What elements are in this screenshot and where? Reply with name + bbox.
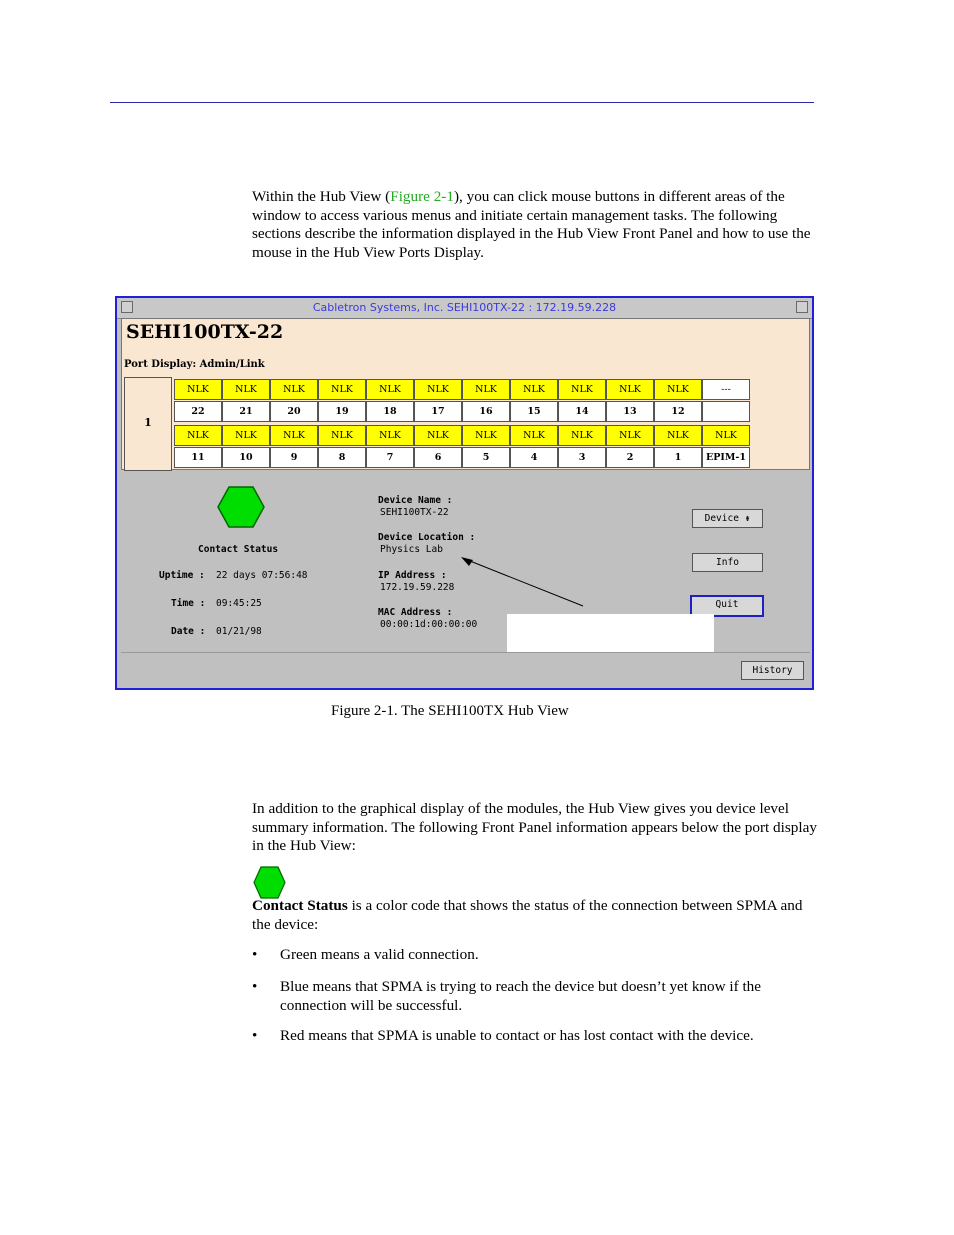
port-status[interactable]: NLK	[654, 379, 702, 400]
front-panel-paragraph: In addition to the graphical display of the modules, the Hub View gives you device level summary information. The following Front Panel information appears below the port display in the Hub View:	[252, 800, 817, 855]
port-status[interactable]: NLK	[606, 425, 654, 446]
port-number[interactable]: 3	[558, 447, 606, 468]
port-number[interactable]: 21	[222, 401, 270, 422]
port-number[interactable]: 15	[510, 401, 558, 422]
port-number[interactable]: 10	[222, 447, 270, 468]
port-status-row-1	[174, 379, 750, 400]
bullet-mark: •	[252, 978, 258, 995]
port-number[interactable]: 5	[462, 447, 510, 468]
bullet-text: Blue means that SPMA is trying to reach the device but doesn’t yet know if the connection will be successful.	[280, 978, 761, 1014]
header-rule	[110, 102, 814, 103]
port-status[interactable]: NLK	[462, 425, 510, 446]
device-location-value: Physics Lab	[380, 544, 443, 555]
port-number-row-2	[174, 447, 750, 468]
device-menu-button[interactable]	[692, 509, 763, 528]
contact-status-paragraph	[252, 897, 818, 934]
bullet-mark: •	[252, 1027, 258, 1044]
port-number[interactable]: 19	[318, 401, 366, 422]
port-number[interactable]: 6	[414, 447, 462, 468]
callout-label-box	[507, 614, 714, 655]
port-status[interactable]: NLK	[270, 425, 318, 446]
port-status[interactable]: NLK	[654, 425, 702, 446]
port-number[interactable]: EPIM-1	[702, 447, 750, 468]
port-status[interactable]: NLK	[606, 379, 654, 400]
port-status[interactable]: NLK	[414, 425, 462, 446]
bottom-bar	[121, 652, 810, 687]
port-number[interactable]: 9	[270, 447, 318, 468]
device-button-label: Device	[704, 513, 739, 524]
contact-status-icon	[253, 866, 286, 899]
uptime-value: 22 days 07:56:48	[216, 570, 308, 581]
port-status[interactable]: NLK	[366, 425, 414, 446]
date-label: Date :	[171, 626, 206, 637]
window-title: Cabletron Systems, Inc. SEHI100TX-22 : 172.19.59.228	[312, 301, 617, 314]
bullet-mark: •	[252, 946, 258, 963]
uptime-label: Uptime :	[159, 570, 205, 581]
callout-arrow	[457, 553, 587, 613]
port-number[interactable]: 8	[318, 447, 366, 468]
ip-address-label: IP Address :	[378, 570, 447, 581]
port-status[interactable]: NLK	[558, 425, 606, 446]
device-name-label: Device Name :	[378, 495, 453, 506]
port-number[interactable]: 14	[558, 401, 606, 422]
port-status[interactable]: NLK	[702, 425, 750, 446]
port-status[interactable]: NLK	[270, 379, 318, 400]
port-number[interactable]: 22	[174, 401, 222, 422]
contact-status-desc: is a color code that shows the status of the connection between SPMA and the device:	[252, 897, 803, 933]
port-status[interactable]: NLK	[462, 379, 510, 400]
figure-caption: Figure 2-1. The SEHI100TX Hub View	[331, 703, 569, 719]
time-value: 09:45:25	[216, 598, 262, 609]
history-button[interactable]: History	[741, 661, 804, 680]
slot-number: 1	[144, 416, 152, 429]
port-number[interactable]: 18	[366, 401, 414, 422]
info-button[interactable]: Info	[692, 553, 763, 572]
port-status[interactable]: NLK	[510, 425, 558, 446]
port-number[interactable]: 17	[414, 401, 462, 422]
intro-text-a: Within the Hub View (	[252, 188, 391, 205]
dropdown-icon: ⇟	[744, 513, 751, 524]
port-status[interactable]: NLK	[510, 379, 558, 400]
maximize-icon[interactable]	[796, 301, 808, 313]
intro-text-b: ), you can click mouse buttons in different areas of the window to access various menus and initiate certain management tasks. The following sections describe the information displayed in the Hub View Front Panel and how to use the mouse in the Hub View Ports Display.	[252, 188, 811, 261]
port-status[interactable]: NLK	[318, 425, 366, 446]
port-status[interactable]: NLK	[174, 425, 222, 446]
port-status[interactable]: NLK	[318, 379, 366, 400]
slot-cell[interactable]	[124, 377, 172, 471]
port-number-row-1	[174, 401, 750, 422]
port-status[interactable]: ---	[702, 379, 750, 400]
port-status-row-2	[174, 425, 750, 446]
port-status[interactable]: NLK	[414, 379, 462, 400]
port-number[interactable]: 2	[606, 447, 654, 468]
port-number[interactable]: 20	[270, 401, 318, 422]
port-status[interactable]: NLK	[366, 379, 414, 400]
quit-button[interactable]: Quit	[690, 595, 764, 617]
port-number[interactable]: 4	[510, 447, 558, 468]
contact-status-icon[interactable]	[217, 486, 265, 528]
port-number[interactable]: 11	[174, 447, 222, 468]
port-number[interactable]: 7	[366, 447, 414, 468]
port-number[interactable]	[702, 401, 750, 422]
title-bar	[117, 298, 812, 319]
port-display-label: Port Display: Admin/Link	[124, 359, 265, 370]
port-number[interactable]: 12	[654, 401, 702, 422]
hub-view-window	[115, 296, 814, 690]
date-value: 01/21/98	[216, 626, 262, 637]
mac-address-label: MAC Address :	[378, 607, 453, 618]
front-panel-header	[121, 318, 810, 470]
device-location-label: Device Location :	[378, 532, 476, 543]
device-heading: SEHI100TX-22	[126, 321, 284, 343]
contact-status-label: Contact Status	[198, 544, 279, 555]
intro-paragraph	[252, 188, 818, 262]
bullet-text: Red means that SPMA is unable to contact or has lost contact with the device.	[280, 1027, 754, 1044]
mac-address-value: 00:00:1d:00:00:00	[380, 619, 478, 630]
ip-address-value: 172.19.59.228	[380, 582, 455, 593]
port-number[interactable]: 1	[654, 447, 702, 468]
figure-link[interactable]: Figure 2-1	[390, 188, 454, 205]
port-status[interactable]: NLK	[222, 425, 270, 446]
port-status[interactable]: NLK	[222, 379, 270, 400]
bullet-text: Green means a valid connection.	[280, 946, 479, 963]
contact-status-term: Contact Status	[252, 897, 348, 914]
device-name-value: SEHI100TX-22	[380, 507, 449, 518]
port-status[interactable]: NLK	[174, 379, 222, 400]
port-status[interactable]: NLK	[558, 379, 606, 400]
time-label: Time :	[171, 598, 206, 609]
port-number[interactable]: 16	[462, 401, 510, 422]
port-number[interactable]: 13	[606, 401, 654, 422]
